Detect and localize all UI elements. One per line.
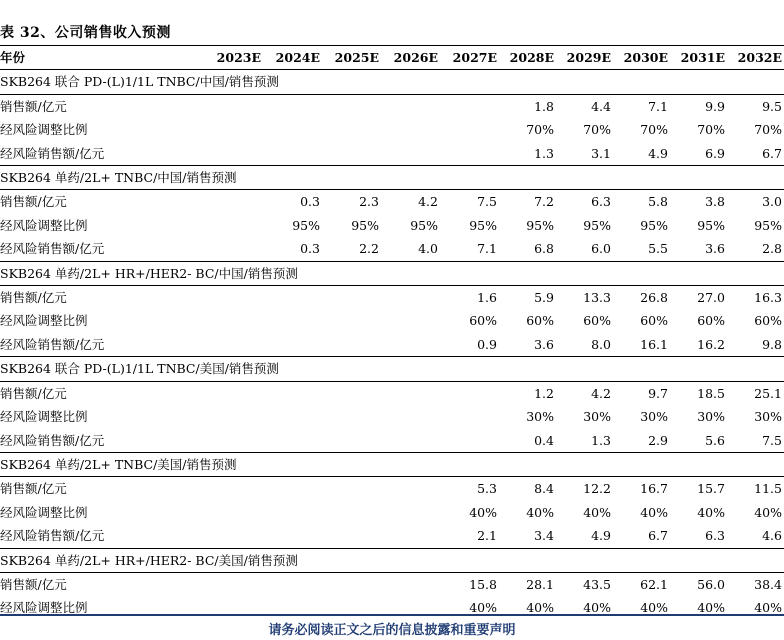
table-cell: 3.6 — [705, 241, 725, 257]
table-cell: 40% — [754, 504, 782, 520]
table-cell: 40% — [640, 504, 668, 520]
table-cell: 95% — [697, 217, 725, 233]
table-cell: 40% — [583, 600, 611, 616]
table-cell — [322, 596, 381, 619]
table-cell: 30% — [526, 409, 554, 425]
header-year: 2024E — [263, 46, 322, 70]
section-title: SKB264 单药/2L+ HR+/HER2- BC/美国/销售预测 — [0, 548, 784, 572]
table-cell: 1.2 — [534, 385, 554, 401]
table-cell: 4.4 — [591, 98, 611, 114]
table-cell: 0.9 — [477, 336, 497, 352]
table-cell: 15.8 — [469, 576, 497, 592]
table-cell: 40% — [469, 504, 497, 520]
table-cell — [263, 333, 322, 357]
row-label: 经风险销售额/亿元 — [0, 528, 105, 544]
table-row — [0, 142, 784, 166]
table-row — [0, 94, 784, 118]
header-label: 年份 — [0, 46, 208, 70]
table-cell — [263, 309, 322, 332]
table-cell — [381, 524, 440, 548]
table-cell — [208, 190, 263, 214]
table-row — [0, 118, 784, 141]
table-cell: 16.1 — [640, 336, 668, 352]
table-cell — [208, 381, 263, 405]
table-cell: 28.1 — [526, 576, 554, 592]
section-header-row — [0, 70, 784, 94]
table-cell — [208, 214, 263, 237]
table-cell — [263, 477, 322, 501]
table-cell — [381, 286, 440, 310]
table-cell — [208, 142, 263, 166]
table-cell: 60% — [469, 313, 497, 329]
table-cell: 70% — [697, 122, 725, 138]
table-cell — [381, 429, 440, 453]
table-cell: 6.3 — [705, 528, 725, 544]
table-cell — [440, 142, 499, 166]
table-cell: 95% — [292, 217, 320, 233]
table-cell — [263, 94, 322, 118]
row-label: 销售额/亿元 — [0, 481, 67, 497]
table-cell — [381, 118, 440, 141]
table-cell — [208, 477, 263, 501]
table-cell: 43.5 — [583, 576, 611, 592]
table-cell — [208, 118, 263, 141]
table-cell — [322, 429, 381, 453]
table-cell — [322, 333, 381, 357]
table-cell: 60% — [526, 313, 554, 329]
table-cell: 3.0 — [762, 194, 782, 210]
table-cell: 56.0 — [697, 576, 725, 592]
table-cell: 2.1 — [477, 528, 497, 544]
table-cell: 95% — [526, 217, 554, 233]
table-cell: 9.9 — [705, 98, 725, 114]
table-cell — [208, 94, 263, 118]
table-cell: 40% — [469, 600, 497, 616]
table-cell — [440, 118, 499, 141]
table-cell: 25.1 — [754, 385, 782, 401]
table-cell — [208, 333, 263, 357]
table-cell: 1.3 — [534, 145, 554, 161]
table-cell: 4.6 — [762, 528, 782, 544]
table-cell — [263, 118, 322, 141]
footer-divider — [0, 614, 784, 616]
table-cell — [208, 237, 263, 261]
table-cell: 60% — [640, 313, 668, 329]
table-body — [0, 70, 784, 620]
table-cell — [263, 381, 322, 405]
table-cell — [263, 142, 322, 166]
table-cell: 2.2 — [359, 241, 379, 257]
table-row — [0, 429, 784, 453]
row-label: 销售额/亿元 — [0, 385, 67, 401]
table-row — [0, 190, 784, 214]
table-cell: 70% — [754, 122, 782, 138]
row-label: 经风险调整比例 — [0, 217, 88, 233]
header-year: 2028E — [499, 46, 556, 70]
table-cell: 7.1 — [477, 241, 497, 257]
section-header-row — [0, 452, 784, 476]
table-cell — [263, 596, 322, 619]
table-cell: 40% — [640, 600, 668, 616]
table-cell: 6.8 — [534, 241, 554, 257]
table-cell: 4.2 — [591, 385, 611, 401]
table-cell: 3.1 — [591, 145, 611, 161]
table-row — [0, 237, 784, 261]
table-cell — [208, 524, 263, 548]
table-cell: 4.0 — [418, 241, 438, 257]
table-cell: 4.2 — [418, 194, 438, 210]
table-cell — [322, 94, 381, 118]
table-cell: 5.9 — [534, 290, 554, 306]
header-year: 2031E — [670, 46, 727, 70]
table-cell: 9.5 — [762, 98, 782, 114]
table-cell — [381, 477, 440, 501]
section-header-row — [0, 357, 784, 381]
row-label: 销售额/亿元 — [0, 194, 67, 210]
table-cell — [208, 286, 263, 310]
section-title: SKB264 联合 PD-(L)1/1L TNBC/美国/销售预测 — [0, 357, 784, 381]
table-cell: 3.8 — [705, 194, 725, 210]
row-label: 经风险调整比例 — [0, 504, 88, 520]
header-year: 2030E — [613, 46, 670, 70]
section-header-row — [0, 548, 784, 572]
table-cell — [381, 501, 440, 524]
section-header-row — [0, 166, 784, 190]
table-cell: 4.9 — [648, 145, 668, 161]
table-cell: 6.3 — [591, 194, 611, 210]
table-cell: 70% — [583, 122, 611, 138]
table-cell — [208, 405, 263, 428]
table-cell: 60% — [754, 313, 782, 329]
table-cell: 3.4 — [534, 528, 554, 544]
header-row — [0, 46, 784, 70]
table-cell: 70% — [526, 122, 554, 138]
row-label: 经风险销售额/亿元 — [0, 145, 105, 161]
table-cell: 5.5 — [648, 241, 668, 257]
section-title: SKB264 联合 PD-(L)1/1L TNBC/中国/销售预测 — [0, 70, 784, 94]
table-cell: 30% — [583, 409, 611, 425]
table-cell: 7.5 — [762, 432, 782, 448]
row-label: 销售额/亿元 — [0, 98, 67, 114]
table-cell: 13.3 — [583, 290, 611, 306]
section-title: SKB264 单药/2L+ TNBC/美国/销售预测 — [0, 452, 784, 476]
table-cell: 0.3 — [300, 241, 320, 257]
header-year: 2026E — [381, 46, 440, 70]
table-cell: 40% — [526, 504, 554, 520]
table-cell — [322, 118, 381, 141]
table-cell — [322, 405, 381, 428]
table-cell: 2.8 — [762, 241, 782, 257]
row-label: 经风险销售额/亿元 — [0, 432, 105, 448]
table-cell — [381, 381, 440, 405]
row-label: 经风险调整比例 — [0, 600, 88, 616]
table-cell: 6.0 — [591, 241, 611, 257]
table-cell — [263, 429, 322, 453]
table-cell: 5.8 — [648, 194, 668, 210]
table-row — [0, 572, 784, 596]
table-cell: 30% — [754, 409, 782, 425]
row-label: 经风险调整比例 — [0, 313, 88, 329]
table-cell — [322, 477, 381, 501]
table-cell — [208, 596, 263, 619]
table-cell: 9.7 — [648, 385, 668, 401]
table-cell: 95% — [469, 217, 497, 233]
table-cell: 7.5 — [477, 194, 497, 210]
table-cell — [381, 309, 440, 332]
table-cell — [440, 405, 499, 428]
table-cell: 5.3 — [477, 481, 497, 497]
table-cell — [322, 309, 381, 332]
table-cell: 18.5 — [697, 385, 725, 401]
table-cell: 3.6 — [534, 336, 554, 352]
table-row — [0, 524, 784, 548]
header-year: 2027E — [440, 46, 499, 70]
table-cell: 30% — [697, 409, 725, 425]
table-cell — [208, 501, 263, 524]
table-cell: 2.3 — [359, 194, 379, 210]
table-cell — [440, 381, 499, 405]
table-cell: 40% — [583, 504, 611, 520]
table-cell: 0.3 — [300, 194, 320, 210]
table-cell: 0.4 — [534, 432, 554, 448]
table-cell: 26.8 — [640, 290, 668, 306]
table-cell: 60% — [697, 313, 725, 329]
table-cell: 16.3 — [754, 290, 782, 306]
table-cell — [381, 572, 440, 596]
table-cell: 6.7 — [648, 528, 668, 544]
table-cell: 95% — [351, 217, 379, 233]
table-cell: 15.7 — [697, 481, 725, 497]
table-row — [0, 501, 784, 524]
header-year: 2032E — [727, 46, 784, 70]
table-cell — [322, 286, 381, 310]
row-label: 销售额/亿元 — [0, 290, 67, 306]
section-title: SKB264 单药/2L+ HR+/HER2- BC/中国/销售预测 — [0, 261, 784, 285]
header-year: 2023E — [208, 46, 263, 70]
table-cell: 1.8 — [534, 98, 554, 114]
table-cell: 5.6 — [705, 432, 725, 448]
table-cell: 27.0 — [697, 290, 725, 306]
table-cell — [381, 596, 440, 619]
table-cell — [440, 429, 499, 453]
table-cell — [381, 142, 440, 166]
table-row — [0, 214, 784, 237]
table-row — [0, 381, 784, 405]
header-year: 2025E — [322, 46, 381, 70]
table-cell: 9.8 — [762, 336, 782, 352]
table-cell: 7.1 — [648, 98, 668, 114]
table-cell: 60% — [583, 313, 611, 329]
table-cell: 62.1 — [640, 576, 668, 592]
sales-forecast-table — [0, 45, 784, 620]
table-row — [0, 286, 784, 310]
section-header-row — [0, 261, 784, 285]
row-label: 销售额/亿元 — [0, 576, 67, 592]
table-cell: 38.4 — [754, 576, 782, 592]
table-cell — [322, 142, 381, 166]
table-cell: 95% — [583, 217, 611, 233]
table-cell: 40% — [526, 600, 554, 616]
table-cell: 11.5 — [754, 481, 782, 497]
table-cell — [263, 405, 322, 428]
table-cell — [381, 94, 440, 118]
table-row — [0, 333, 784, 357]
table-cell: 1.3 — [591, 432, 611, 448]
table-cell: 40% — [697, 504, 725, 520]
table-cell — [263, 572, 322, 596]
table-cell: 30% — [640, 409, 668, 425]
table-cell — [440, 94, 499, 118]
row-label: 经风险调整比例 — [0, 409, 88, 425]
table-cell — [208, 429, 263, 453]
section-title: SKB264 单药/2L+ TNBC/中国/销售预测 — [0, 166, 784, 190]
table-cell: 1.6 — [477, 290, 497, 306]
table-cell: 40% — [697, 600, 725, 616]
table-row — [0, 596, 784, 619]
table-cell: 8.4 — [534, 481, 554, 497]
table-cell — [208, 309, 263, 332]
table-cell — [322, 572, 381, 596]
table-cell: 8.0 — [591, 336, 611, 352]
row-label: 经风险销售额/亿元 — [0, 241, 105, 257]
table-cell — [263, 524, 322, 548]
table-cell: 16.2 — [697, 336, 725, 352]
table-cell — [208, 572, 263, 596]
table-cell — [322, 381, 381, 405]
table-title: 表 32、公司销售收入预测 — [0, 25, 171, 41]
table-cell — [381, 333, 440, 357]
table-cell: 12.2 — [583, 481, 611, 497]
table-cell — [263, 501, 322, 524]
table-cell: 70% — [640, 122, 668, 138]
header-year: 2029E — [556, 46, 613, 70]
table-cell: 7.2 — [534, 194, 554, 210]
table-row — [0, 405, 784, 428]
table-cell: 95% — [410, 217, 438, 233]
table-row — [0, 309, 784, 332]
table-cell: 40% — [754, 600, 782, 616]
table-cell: 2.9 — [648, 432, 668, 448]
table-cell — [322, 524, 381, 548]
disclaimer-footer: 请务必阅读正文之后的信息披露和重要声明 — [268, 623, 516, 638]
table-cell — [263, 286, 322, 310]
table-cell: 95% — [754, 217, 782, 233]
table-cell — [381, 405, 440, 428]
table-row — [0, 477, 784, 501]
table-cell: 95% — [640, 217, 668, 233]
table-cell: 4.9 — [591, 528, 611, 544]
table-cell — [322, 501, 381, 524]
row-label: 经风险销售额/亿元 — [0, 336, 105, 352]
table-cell: 6.9 — [705, 145, 725, 161]
row-label: 经风险调整比例 — [0, 122, 88, 138]
table-cell: 6.7 — [762, 145, 782, 161]
table-cell: 16.7 — [640, 481, 668, 497]
